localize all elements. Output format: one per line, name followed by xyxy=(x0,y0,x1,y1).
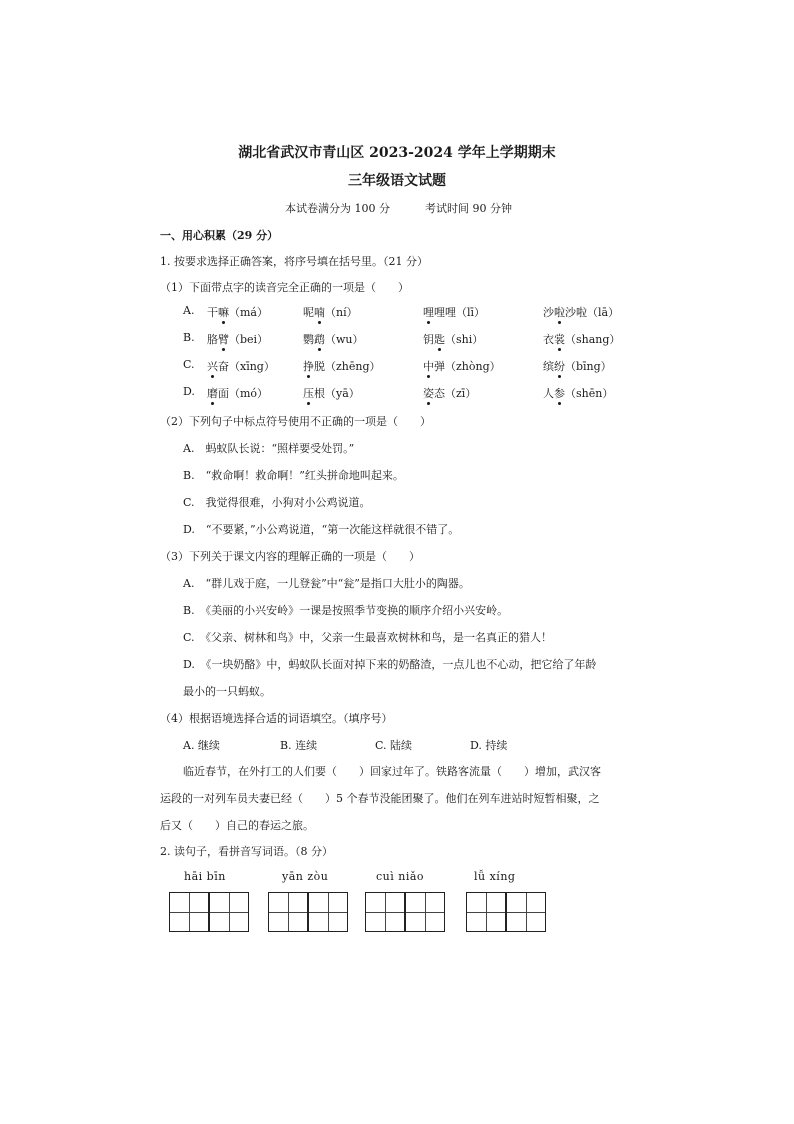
section-heading: 一、用心积累（29 分） xyxy=(160,229,279,242)
writing-cell[interactable] xyxy=(365,892,405,932)
writing-cell[interactable] xyxy=(466,892,506,932)
word-cell: 钥匙（shi） xyxy=(423,333,484,346)
subquestion-3-stem: （3）下列关于课文内容的理解正确的一项是（ ） xyxy=(160,550,420,563)
exam-subtitle: 三年级语文试题 xyxy=(348,173,446,189)
punctuation-option-a: A. 蚂蚁队长说：“照样要受处罚。” xyxy=(183,442,355,455)
word-cell: 挣脱（zhēng） xyxy=(303,360,381,373)
word-cell: 衣裳（shang） xyxy=(543,333,621,346)
word-cell: 呢喃（ní） xyxy=(303,306,358,319)
writing-cell[interactable] xyxy=(209,892,249,932)
pinyin-word-2: yān zòu xyxy=(282,870,329,883)
comprehension-option-c: C. 《父亲、树林和鸟》中，父亲一生最喜欢树林和鸟，是一名真正的猎人！ xyxy=(183,631,553,644)
word-choice-b: B. 连续 xyxy=(280,739,318,752)
comprehension-option-d-continued: 最小的一只蚂蚁。 xyxy=(183,685,271,698)
word-choice-d: D. 持续 xyxy=(470,739,508,752)
punctuation-option-c: C. 我觉得很难，小狗对小公鸡说道。 xyxy=(183,496,371,509)
passage-line-3: 后又（ ）自己的春运之旅。 xyxy=(160,819,314,832)
word-cell: 沙啦沙啦（lā） xyxy=(543,306,620,319)
time-info: 考试时间 90 分钟 xyxy=(425,202,512,215)
word-cell: 干嘛（má） xyxy=(207,306,268,319)
writing-cell[interactable] xyxy=(506,892,546,932)
question-2-stem: 2. 读句子，看拼音写词语。（8 分） xyxy=(160,845,333,858)
pinyin-word-1: hāi bīn xyxy=(184,870,226,883)
pinyin-word-4: lǚ xíng xyxy=(474,870,516,883)
writing-cell[interactable] xyxy=(308,892,348,932)
option-letter: D. xyxy=(183,385,195,398)
word-cell: 中弹（zhòng） xyxy=(423,360,501,373)
writing-cell[interactable] xyxy=(268,892,308,932)
comprehension-option-d: D. 《一块奶酪》中，蚂蚁队长面对掉下来的奶酪渣，一点儿也不心动，把它给了年龄 xyxy=(183,658,597,671)
subquestion-2-stem: （2）下列句子中标点符号使用不正确的一项是（ ） xyxy=(160,415,431,428)
writing-grid-3[interactable] xyxy=(365,892,445,934)
subquestion-4-stem: （4）根据语境选择合适的词语填空。（填序号） xyxy=(160,712,393,725)
writing-cell[interactable] xyxy=(405,892,445,932)
punctuation-option-b: B. “救命啊！救命啊！”红头拼命地叫起来。 xyxy=(183,469,404,482)
passage-line-1: 临近春节，在外打工的人们要（ ）回家过年了。铁路客流量（ ）增加，武汉客 xyxy=(183,765,601,778)
option-letter: C. xyxy=(183,358,195,371)
word-cell: 姿态（zī） xyxy=(423,387,477,400)
word-cell: 磨面（mó） xyxy=(207,387,269,400)
exam-title: 湖北省武汉市青山区 2023-2024 学年上学期期末 xyxy=(238,145,556,161)
word-cell: 人参（shēn） xyxy=(543,387,614,400)
comprehension-option-b: B. 《美丽的小兴安岭》一课是按照季节变换的顺序介绍小兴安岭。 xyxy=(183,604,509,617)
writing-grid-1[interactable] xyxy=(169,892,249,934)
word-choice-a: A. 继续 xyxy=(183,739,220,752)
writing-grid-2[interactable] xyxy=(268,892,348,934)
punctuation-option-d: D. “不要紧，”小公鸡说道，“第一次能这样就很不错了。 xyxy=(183,523,460,536)
question-1-stem: 1. 按要求选择正确答案，将序号填在括号里。（21 分） xyxy=(160,255,428,268)
writing-cell[interactable] xyxy=(169,892,209,932)
word-cell: 胳臂（bei） xyxy=(207,333,269,346)
subquestion-1-stem: （1）下面带点字的读音完全正确的一项是（ ） xyxy=(160,281,409,294)
option-letter: B. xyxy=(183,331,195,344)
word-cell: 压根（yā） xyxy=(303,387,360,400)
writing-grid-4[interactable] xyxy=(466,892,546,934)
word-cell: 鹦鹉（wu） xyxy=(303,333,364,346)
score-info: 本试卷满分为 100 分 xyxy=(285,202,390,215)
comprehension-option-a: A. “群儿戏于庭，一儿登瓮”中“瓮”是指口大肚小的陶器。 xyxy=(183,577,470,590)
option-letter: A. xyxy=(183,304,195,317)
word-choice-c: C. 陆续 xyxy=(375,739,413,752)
word-cell: 哩哩哩（lī） xyxy=(423,306,486,319)
pinyin-word-3: cuì niǎo xyxy=(376,870,425,883)
word-cell: 兴奋（xīng） xyxy=(207,360,275,373)
passage-line-2: 运段的一对列车员夫妻已经（ ）5 个春节没能团聚了。他们在列车进站时短暂相聚，之 xyxy=(160,792,600,805)
word-cell: 缤纷（bīng） xyxy=(543,360,612,373)
